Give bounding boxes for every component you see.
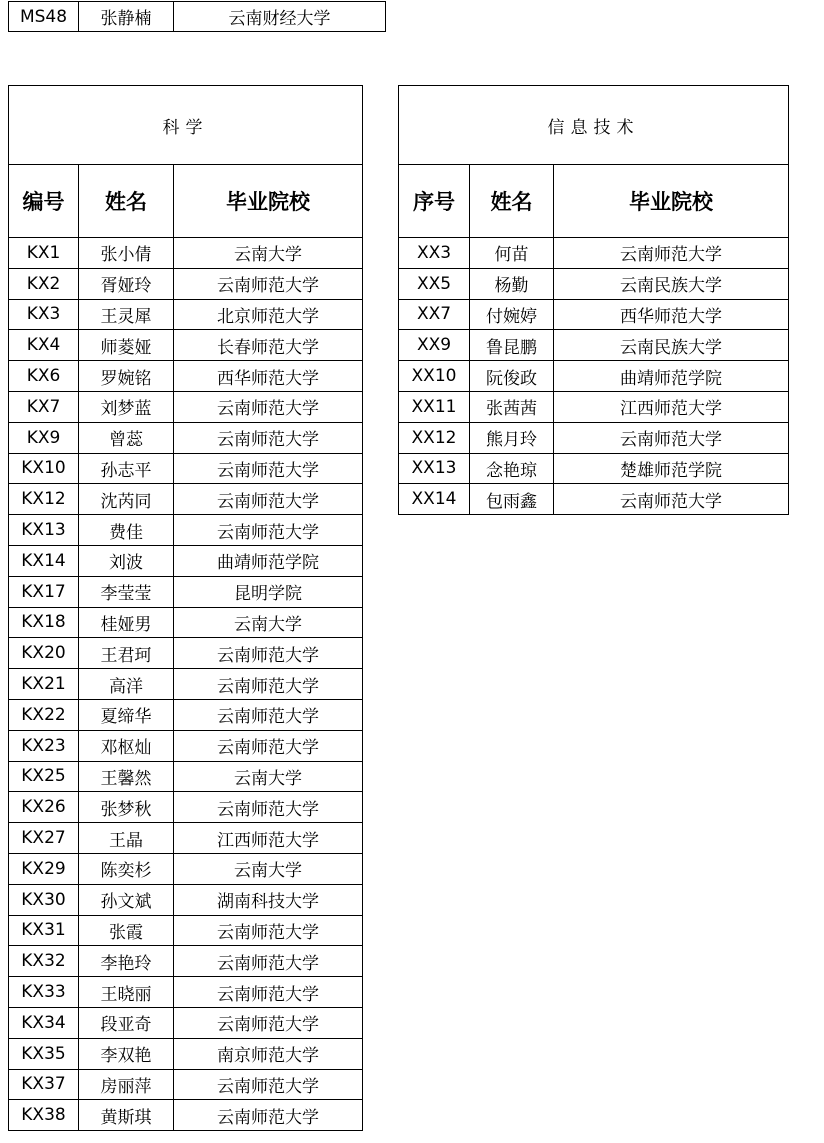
cell-id: KX14 [9, 545, 79, 576]
cell-school: 云南师范大学 [174, 638, 363, 669]
cell-id: KX2 [9, 268, 79, 299]
cell-name: 张梦秋 [79, 792, 174, 823]
cell-name: 房丽萍 [79, 1069, 174, 1100]
cell-name: 王晓丽 [79, 977, 174, 1008]
table-row [399, 484, 789, 515]
cell-id: KX25 [9, 761, 79, 792]
cell-name: 张茜茜 [470, 391, 554, 422]
header-school: 毕业院校 [174, 165, 363, 238]
cell-school: 云南师范大学 [174, 391, 363, 422]
table-row [9, 730, 363, 761]
cell-school: 云南师范大学 [174, 484, 363, 515]
cell-name: 李艳玲 [79, 946, 174, 977]
table-row [399, 391, 789, 422]
cell-school: 北京师范大学 [174, 299, 363, 330]
table-row [9, 1100, 363, 1131]
cell-school: 西华师范大学 [554, 299, 789, 330]
it-rows [399, 238, 789, 515]
cell-school: 云南师范大学 [174, 699, 363, 730]
table-row [399, 453, 789, 484]
cell-name: 夏缔华 [79, 699, 174, 730]
cell-school: 楚雄师范学院 [554, 453, 789, 484]
cell-name: 王君珂 [79, 638, 174, 669]
cell-id: XX7 [399, 299, 470, 330]
cell-name: 罗婉铭 [79, 361, 174, 392]
cell-school: 西华师范大学 [174, 361, 363, 392]
cell-school: 云南大学 [174, 238, 363, 269]
table-row [9, 330, 363, 361]
cell-school: 江西师范大学 [174, 823, 363, 854]
cell-name: 高洋 [79, 669, 174, 700]
header-school: 毕业院校 [554, 165, 789, 238]
cell-name: 王灵犀 [79, 299, 174, 330]
cell-id: KX21 [9, 669, 79, 700]
cell-name: 鲁昆鹏 [470, 330, 554, 361]
table-row [9, 915, 363, 946]
cell-id: KX4 [9, 330, 79, 361]
header-id: 序号 [399, 165, 470, 238]
cell-id: KX6 [9, 361, 79, 392]
cell-name: 沈芮同 [79, 484, 174, 515]
table-row [9, 2, 386, 32]
cell-id: KX17 [9, 576, 79, 607]
cell-name: 王晶 [79, 823, 174, 854]
science-rows [9, 238, 363, 1131]
cell-school: 云南师范大学 [174, 730, 363, 761]
cell-id: KX7 [9, 391, 79, 422]
cell-school: 云南师范大学 [174, 915, 363, 946]
it-table [398, 85, 789, 515]
cell-name: 刘梦蓝 [79, 391, 174, 422]
cell-school: 云南师范大学 [554, 484, 789, 515]
table-row [9, 607, 363, 638]
cell-id: XX9 [399, 330, 470, 361]
cell-name: 孙文斌 [79, 884, 174, 915]
cell-name: 张静楠 [79, 2, 174, 32]
cell-id: KX34 [9, 1007, 79, 1038]
table-row [9, 761, 363, 792]
cell-school: 云南师范大学 [554, 422, 789, 453]
table-row [9, 946, 363, 977]
cell-name: 桂娅男 [79, 607, 174, 638]
cell-id: KX37 [9, 1069, 79, 1100]
cell-name: 张小倩 [79, 238, 174, 269]
cell-name: 邓枢灿 [79, 730, 174, 761]
cell-school: 云南师范大学 [554, 238, 789, 269]
table-row [9, 238, 363, 269]
table-row [9, 1007, 363, 1038]
cell-id: KX33 [9, 977, 79, 1008]
cell-id: XX14 [399, 484, 470, 515]
cell-school: 云南财经大学 [174, 2, 386, 32]
table-row [9, 1038, 363, 1069]
cell-school: 云南民族大学 [554, 330, 789, 361]
cell-id: XX13 [399, 453, 470, 484]
table-row [9, 884, 363, 915]
cell-school: 云南师范大学 [174, 453, 363, 484]
cell-id: KX1 [9, 238, 79, 269]
cell-name: 王馨然 [79, 761, 174, 792]
previous-section-table [8, 1, 386, 32]
cell-id: KX18 [9, 607, 79, 638]
cell-id: XX12 [399, 422, 470, 453]
header-row [9, 165, 363, 238]
cell-id: KX10 [9, 453, 79, 484]
cell-id: XX11 [399, 391, 470, 422]
table-row [9, 638, 363, 669]
header-id: 编号 [9, 165, 79, 238]
cell-school: 云南大学 [174, 761, 363, 792]
cell-name: 阮俊政 [470, 361, 554, 392]
table-row [9, 853, 363, 884]
header-name: 姓名 [79, 165, 174, 238]
cell-school: 云南师范大学 [174, 669, 363, 700]
cell-id: XX10 [399, 361, 470, 392]
cell-id: XX3 [399, 238, 470, 269]
cell-name: 念艳琼 [470, 453, 554, 484]
cell-school: 云南师范大学 [174, 422, 363, 453]
cell-name: 杨勤 [470, 268, 554, 299]
cell-id: KX38 [9, 1100, 79, 1131]
cell-id: KX26 [9, 792, 79, 823]
cell-school: 云南大学 [174, 607, 363, 638]
header-row [399, 165, 789, 238]
it-title: 信息技术 [399, 86, 789, 165]
table-row [9, 361, 363, 392]
cell-id: MS48 [9, 2, 79, 32]
header-name: 姓名 [470, 165, 554, 238]
table-row [9, 299, 363, 330]
cell-id: KX12 [9, 484, 79, 515]
table-row [399, 238, 789, 269]
cell-school: 云南师范大学 [174, 515, 363, 546]
cell-id: KX13 [9, 515, 79, 546]
cell-name: 费佳 [79, 515, 174, 546]
cell-name: 段亚奇 [79, 1007, 174, 1038]
cell-school: 江西师范大学 [554, 391, 789, 422]
cell-school: 云南师范大学 [174, 268, 363, 299]
table-row [9, 422, 363, 453]
cell-school: 云南大学 [174, 853, 363, 884]
table-row [9, 699, 363, 730]
cell-school: 云南师范大学 [174, 1100, 363, 1131]
cell-school: 湖南科技大学 [174, 884, 363, 915]
cell-school: 云南师范大学 [174, 792, 363, 823]
cell-id: KX23 [9, 730, 79, 761]
table-row [9, 823, 363, 854]
cell-name: 李双艳 [79, 1038, 174, 1069]
cell-id: KX32 [9, 946, 79, 977]
cell-id: KX31 [9, 915, 79, 946]
title-row [9, 86, 363, 165]
table-row [9, 484, 363, 515]
cell-name: 何苗 [470, 238, 554, 269]
cell-id: KX3 [9, 299, 79, 330]
table-row [9, 1069, 363, 1100]
cell-school: 云南师范大学 [174, 946, 363, 977]
cell-name: 师菱娅 [79, 330, 174, 361]
cell-school: 南京师范大学 [174, 1038, 363, 1069]
table-row [9, 268, 363, 299]
cell-id: XX5 [399, 268, 470, 299]
table-row [399, 299, 789, 330]
cell-name: 刘波 [79, 545, 174, 576]
table-row [9, 453, 363, 484]
cell-id: KX30 [9, 884, 79, 915]
table-row [9, 576, 363, 607]
cell-school: 云南师范大学 [174, 1069, 363, 1100]
cell-id: KX9 [9, 422, 79, 453]
table-row [399, 361, 789, 392]
table-row [399, 268, 789, 299]
cell-id: KX20 [9, 638, 79, 669]
cell-id: KX29 [9, 853, 79, 884]
table-row [9, 669, 363, 700]
cell-school: 云南民族大学 [554, 268, 789, 299]
cell-school: 昆明学院 [174, 576, 363, 607]
cell-name: 张霞 [79, 915, 174, 946]
cell-name: 孙志平 [79, 453, 174, 484]
cell-name: 黄斯琪 [79, 1100, 174, 1131]
table-row [9, 391, 363, 422]
science-title: 科学 [9, 86, 363, 165]
cell-name: 熊月玲 [470, 422, 554, 453]
cell-id: KX27 [9, 823, 79, 854]
cell-school: 曲靖师范学院 [554, 361, 789, 392]
table-row [9, 515, 363, 546]
cell-school: 长春师范大学 [174, 330, 363, 361]
cell-school: 曲靖师范学院 [174, 545, 363, 576]
science-table [8, 85, 363, 1131]
title-row [399, 86, 789, 165]
cell-name: 曾蕊 [79, 422, 174, 453]
cell-name: 付婉婷 [470, 299, 554, 330]
cell-school: 云南师范大学 [174, 1007, 363, 1038]
table-row [399, 330, 789, 361]
cell-name: 陈奕杉 [79, 853, 174, 884]
cell-name: 李莹莹 [79, 576, 174, 607]
cell-name: 包雨鑫 [470, 484, 554, 515]
cell-id: KX35 [9, 1038, 79, 1069]
table-row [9, 545, 363, 576]
table-row [9, 977, 363, 1008]
cell-name: 胥娅玲 [79, 268, 174, 299]
cell-school: 云南师范大学 [174, 977, 363, 1008]
table-row [399, 422, 789, 453]
cell-id: KX22 [9, 699, 79, 730]
table-row [9, 792, 363, 823]
